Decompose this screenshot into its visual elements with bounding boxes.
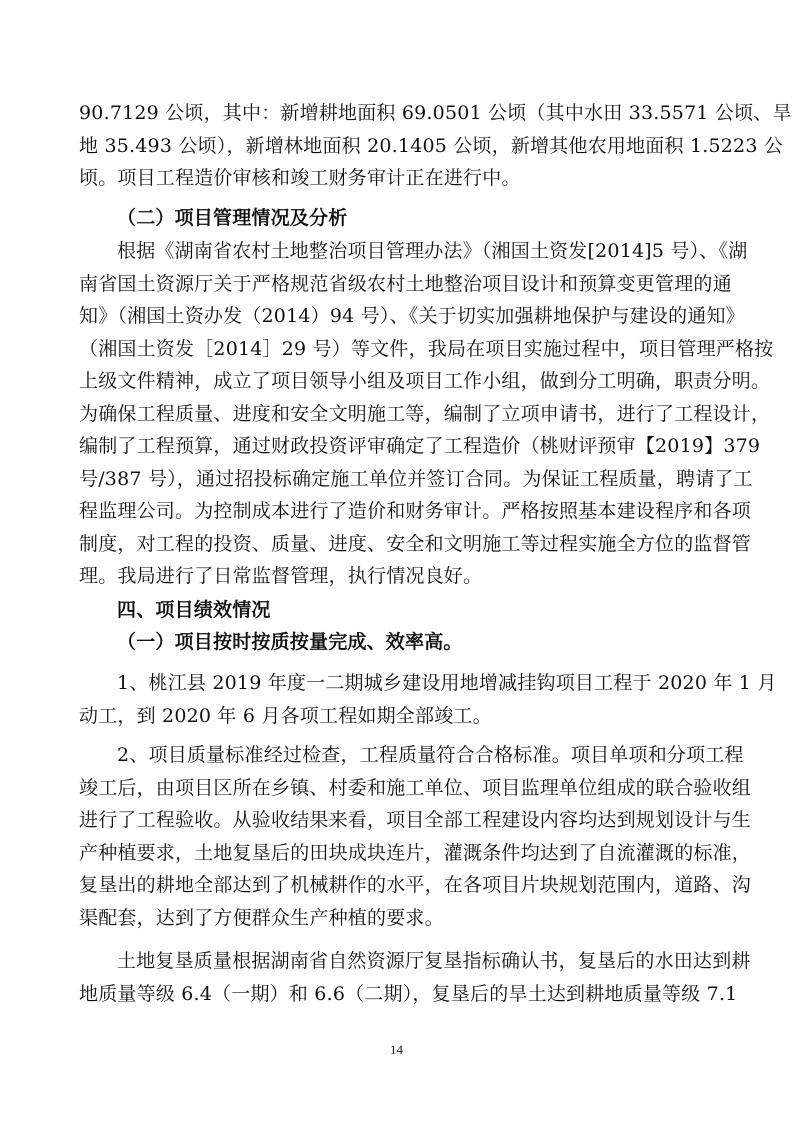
section-heading-2 (79, 202, 719, 235)
section-heading-4 (79, 594, 719, 627)
text-line: 动工，到 2020 年 6 月各项工程如期全部竣工。 (79, 704, 492, 727)
paragraph-continuation (79, 97, 792, 195)
page-number: 14 (390, 1042, 403, 1057)
text-line: 渠配套，达到了方便群众生产种植的要求。 (79, 906, 444, 929)
text-line: 地质量等级 6.4（一期）和 6.6（二期），复垦后的旱土达到耕地质量等级 7.1 (79, 982, 738, 1005)
heading-text: 四、项目绩效情况 (117, 599, 271, 621)
text-line: 90.7129 公顷，其中：新增耕地面积 69.0501 公顷（其中水田 33.5571 公顷、旱 (79, 102, 792, 124)
text-line: 顷。项目工程造价审核和竣工财务审计正在进行中。 (79, 167, 521, 189)
text-line: 上级文件精神，成立了项目领导小组及项目工作小组，做到分工明确，职责分明。 (79, 370, 771, 392)
paragraph-item-1 (79, 667, 777, 732)
text-line: 根据《湖南省农村土地整治项目管理办法》（湘国土资发[2014]5 号）、《湖 (117, 240, 748, 262)
text-line: 程监理公司。为控制成本进行了造价和财务审计。严格按照基本建设程序和各项 (79, 500, 752, 522)
section-heading-4-1 (79, 626, 719, 659)
heading-text: （二）项目管理情况及分析 (117, 207, 348, 229)
text-line: 进行了工程验收。从验收结果来看，项目全部工程建设内容均达到规划设计与生 (79, 809, 752, 831)
text-line: 土地复垦质量根据湖南省自然资源厅复垦指标确认书，复垦后的水田达到耕 (117, 950, 751, 972)
text-line: 1、桃江县 2019 年度一二期城乡建设用地增减挂钩项目工程于 2020 年 1 月 (117, 672, 777, 694)
text-line: 知》（湘国土资办发（2014）94 号）、《关于切实加强耕地保护与建设的通知》 (79, 305, 745, 327)
text-line: 编制了工程预算，通过财政投资评审确定了工程造价（桃财评预审【2019】379 (79, 435, 761, 457)
text-line: 竣工后，由项目区所在乡镇、村委和施工单位、项目监理单位组成的联合验收组 (79, 776, 752, 799)
text-line: 理。我局进行了日常监督管理，执行情况良好。 (79, 565, 483, 587)
text-line: 南省国土资源厅关于严格规范省级农村土地整治项目设计和预算变更管理的通 (79, 272, 732, 295)
text-line: 产种植要求，土地复垦后的田块成块连片，灌溉条件均达到了自流灌溉的标准， (79, 841, 752, 864)
text-line: 号/387 号），通过招投标确定施工单位并签订合同。为保证工程质量，聘请了工 (79, 467, 753, 490)
text-line: 地 35.493 公顷），新增林地面积 20.1405 公顷，新增其他农用地面积 1.5223 公 (79, 134, 784, 157)
text-line: 制度，对工程的投资、质量、进度、安全和文明施工等过程实施全方位的监督管 (79, 532, 752, 555)
text-line: （湘国土资发［2014］29 号）等文件，我局在项目实施过程中，项目管理严格按 (79, 337, 774, 360)
text-line: 为确保工程质量、进度和安全文明施工等，编制了立项申请书，进行了工程设计， (79, 402, 771, 425)
paragraph-item-2 (79, 739, 752, 934)
paragraph-reclamation-quality (79, 945, 751, 1010)
heading-text: （一）项目按时按质按量完成、效率高。 (117, 631, 463, 653)
text-line: 2、项目质量标准经过检查，工程质量符合合格标准。项目单项和分项工程 (117, 744, 744, 766)
paragraph-project-management (79, 235, 774, 593)
text-line: 复垦出的耕地全部达到了机械耕作的水平，在各项目片块规划范围内，道路、沟 (79, 874, 752, 896)
